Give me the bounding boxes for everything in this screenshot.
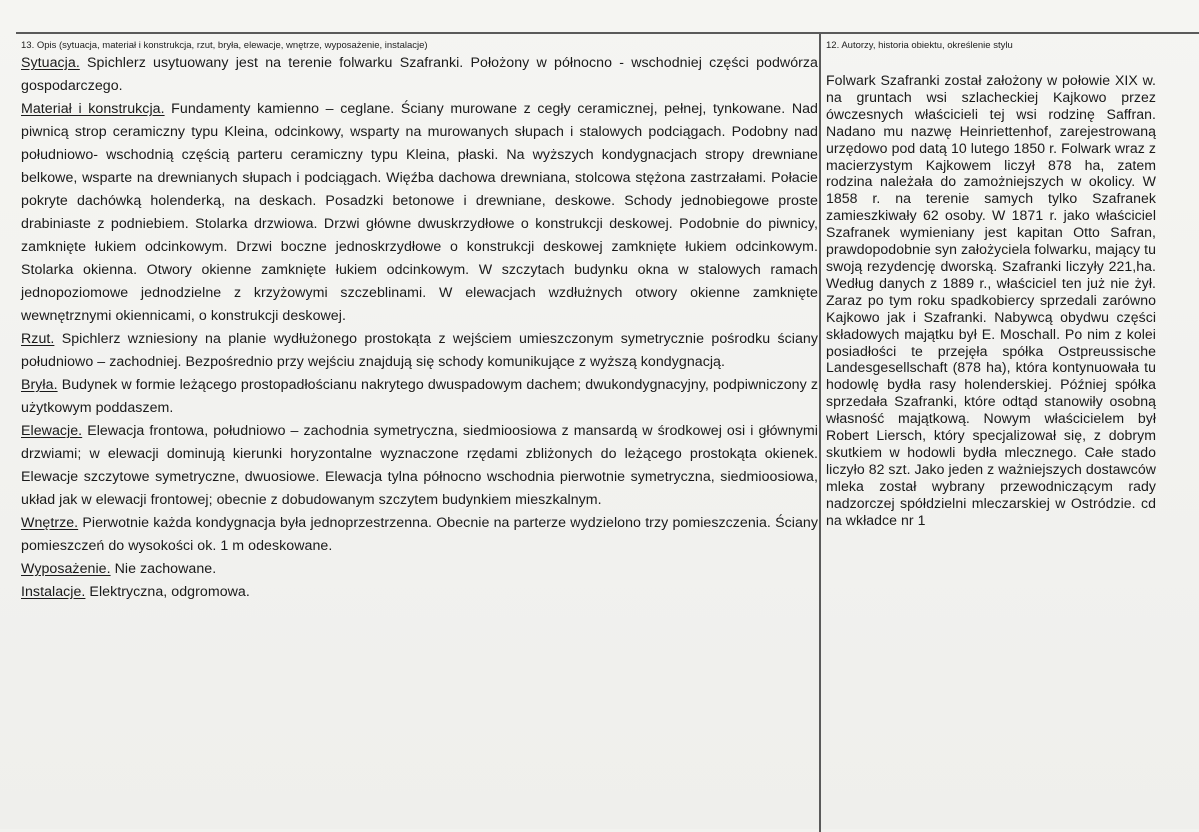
heading-installations: Instalacje. <box>21 584 86 600</box>
column-divider <box>819 32 821 832</box>
history-text: Folwark Szafranki został założony w połowie XIX w. na gruntach wsi szlacheckiej Kajkowo przez ówczesnych właścicieli tej wsi rodzinę Saffran. Nadano mu nazwę Heinriettenhof, zarejestrowaną urzędowo pod datą 10 lutego 1850 r. Folwark wraz z macierzystym Kajkowem liczył 878 ha, zatem rodzina należała do zamożniejszych w okolicy. W 1858 r. na terenie samych tylko Szafranek zamieszkiwały 62 osoby. W 1871 r. jako właściciel Szafranek wymieniany jest kapitan Otto Safran, prawdopodobnie syn założyciela folwarku, mający tu swoją rezydencję dworską. Szafranki liczyły 221,ha. Według danych z 1889 r., właściciel ten już nie żył. Zaraz po tym roku spadkobiercy sprzedali zarówno Kajkowo jak i Szafranki. Nabywcą obydwu części składowych majątku był E. Moschall. Po nim z kolei posiadłości te przejęła spółka Ostpreussische Landesgesellschaft (878 ha), która kontynuowała tu hodowlę bydła rasy holenderskiej. Później spółka sprzedała Szafranki, które odtąd stanowiły osobną własność majątkową. Nowym właścicielem był Robert Liersch, który specjalizował się, z dobrym skutkiem w hodowli bydła mlecznego. Całe stado liczyło 82 szt. Jako jeden z ważniejszych dostawców mleka został wybrany przewodniczącym rady nadzorczej spółdzielni mleczarskiej w Ostródzie. cd na wkładce nr 1 <box>826 72 1156 528</box>
section-13-description <box>21 40 818 820</box>
text-interior: Pierwotnie każda kondygnacja była jednoprzestrzenna. Obecnie na parterze wydzielono trzy pomieszczenia. Ściany pomieszczeń do wysokości ok. 1 m odeskowane. <box>21 515 818 554</box>
paragraph-plan <box>21 328 818 374</box>
paragraph-interior <box>21 512 818 558</box>
text-material: Fundamenty kamienno – ceglane. Ściany murowane z cegły ceramicznej, pełnej, tynkowane. Nad piwnicą strop ceramiczny typu Kleina, odcinkowy, wsparty na murowanych słupach i stalowych podciągach. Podobny nad południowo- wschodnią częścią parteru ceramiczny typu Kleina, płaski. Na wyższych kondygnacjach stropy drewniane belkowe, wsparte na drewnianych słupach i podciągach. Więźba dachowa drewniana, stolcowa stężona zastrzałami. Połacie pokryte dachówką holenderką, na deskach. Posadzki betonowe i drewniane, deskowe. Schody jednobiegowe proste drabiniaste z podniebiem. Stolarka drzwiowa. Drzwi główne dwuskrzydłowe o konstrukcji deskowej. Podobnie do piwnicy, zamknięte łukiem odcinkowym. Drzwi boczne jednoskrzydłowe o konstrukcji deskowej zamknięte łukiem odcinkowym. Stolarka okienna. Otwory okienne zamknięte łukiem odcinkowym. W szczytach budynku okna w stalowych ramach jednopoziomowe jednodzielne z krzyżowymi szczeblinami. W elewacjach wzdłużnych otwory okienne zamknięte wewnętrznymi okiennicami, o konstrukcji deskowej. <box>21 101 819 324</box>
section-13-body <box>21 52 818 604</box>
top-rule <box>16 32 1199 34</box>
paragraph-furnishing <box>21 558 818 581</box>
paragraph-material <box>21 98 818 328</box>
heading-elevations: Elewacje. <box>21 423 83 439</box>
section-12-caption: 12. Autorzy, historia obiektu, określenie stylu <box>826 40 1013 51</box>
section-12-body <box>826 72 1156 528</box>
text-furnishing: Nie zachowane. <box>110 561 217 577</box>
text-installations: Elektryczna, odgromowa. <box>85 584 250 600</box>
section-12-history <box>826 40 1156 528</box>
paragraph-installations <box>21 581 818 604</box>
text-elevations: Elewacja frontowa, południowo – zachodnia symetryczna, siedmioosiowa z mansardą w środkowej osi i głównymi drzwiami; w elewacji dominują kierunki horyzontalne wyznaczone rzędami zbliżonych do leżącego prostokąta okienek. Elewacje szczytowe symetryczne, dwuosiowe. Elewacja tylna północno wschodnia pierwotnie symetryczna, siedmioosiowa, układ jak w elewacji frontowej; obecnie z dobudowanym szczytem budynkiem mieszkalnym. <box>21 423 818 508</box>
heading-plan: Rzut. <box>21 331 55 347</box>
heading-situation: Sytuacja. <box>21 55 80 71</box>
text-situation: Spichlerz usytuowany jest na terenie folwarku Szafranki. Położony w północno - wschodniej części podwórza gospodarczego. <box>21 55 818 94</box>
paragraph-elevations <box>21 420 818 512</box>
paragraph-mass <box>21 374 818 420</box>
heading-interior: Wnętrze. <box>21 515 79 531</box>
heading-mass: Bryła. <box>21 377 58 393</box>
heading-material: Materiał i konstrukcja. <box>21 101 165 117</box>
text-plan: Spichlerz wzniesiony na planie wydłużonego prostokąta z wejściem umieszczonym symetrycznie pośrodku ściany południowo – zachodniej. Bezpośrednio przy wejściu znajdują się schody komunikujące z wyższą kondygnacją. <box>21 331 818 370</box>
paragraph-situation <box>21 52 818 98</box>
text-mass: Budynek w formie leżącego prostopadłościanu nakrytego dwuspadowym dachem; dwukondygnacyjny, podpiwniczony z użytkowym poddaszem. <box>21 377 818 416</box>
section-13-caption: 13. Opis (sytuacja, materiał i konstrukcja, rzut, bryła, elewacje, wnętrze, wyposażenie, instalacje) <box>21 40 428 51</box>
heading-furnishing: Wyposażenie. <box>21 561 111 577</box>
